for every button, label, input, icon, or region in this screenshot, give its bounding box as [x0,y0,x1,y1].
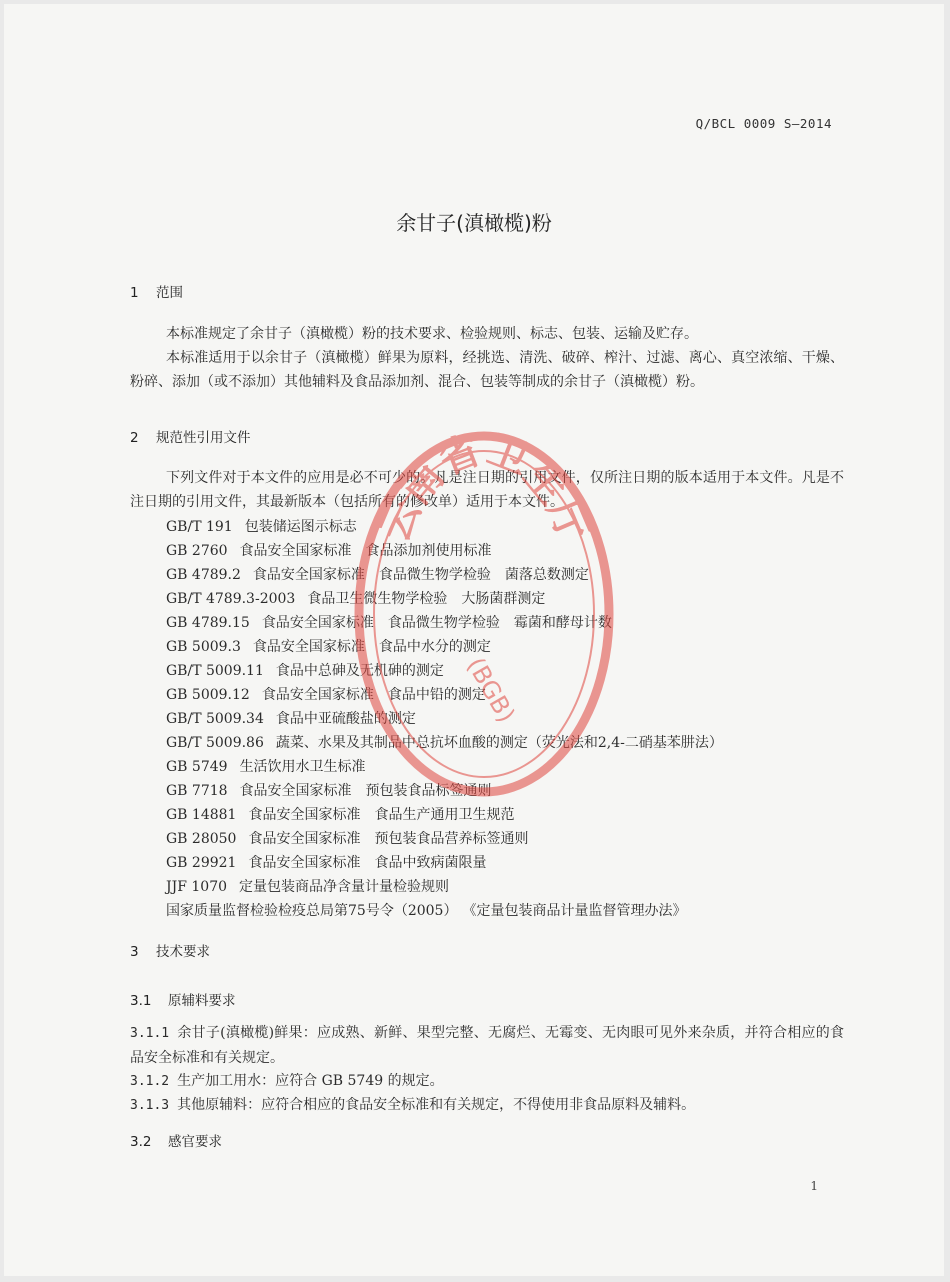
subsection-number: 3.2 [130,1134,152,1150]
reference-code: GB/T 5009.34 [166,711,264,727]
reference-title: 食品安全国家标准 食品中水分的测定 [252,639,491,655]
section-title: 技术要求 [156,944,210,960]
reference-item [166,779,723,803]
subsection-title: 感官要求 [168,1134,222,1150]
section-title: 范围 [156,285,183,301]
reference-title: 食品安全国家标准 预包装食品标签通则 [239,783,492,799]
section-heading-technical-requirements [130,940,210,960]
reference-item [166,683,723,707]
reference-code: JJF 1070 [166,879,228,895]
reference-title: 食品安全国家标准 食品中铅的测定 [261,687,486,703]
reference-item [166,803,723,827]
reference-item [166,515,723,539]
reference-title: 《定量包装商品计量监督管理办法》 [469,903,687,919]
scope-paragraph-2: 本标准适用于以余甘子（滇橄榄）鲜果为原料，经挑选、清洗、破碎、榨汁、过滤、离心、真空浓缩、干燥、粉碎、添加（或不添加）其他辅料及食品添加剂、混合、包装等制成的余甘子（滇橄榄）粉。 [130,350,844,390]
clause-text: 生产加工用水：应符合 GB 5749 的规定。 [177,1073,444,1089]
reference-code: GB/T 5009.86 [166,735,264,751]
reference-code: GB/T 5009.11 [166,663,264,679]
reference-title: 食品安全国家标准 食品微生物学检验 霉菌和酵母计数 [261,615,612,631]
section-title: 规范性引用文件 [156,430,251,446]
reference-item [166,539,723,563]
reference-title: 食品安全国家标准 食品中致病菌限量 [248,855,487,871]
section-number: 2 [130,430,139,446]
reference-code: GB 29921 [166,855,237,871]
reference-code: GB 7718 [166,783,228,799]
reference-code: GB/T 191 [166,519,233,535]
section-number: 3 [130,944,139,960]
reference-code: GB 5749 [166,759,228,775]
reference-title: 定量包装商品净含量计量检验规则 [239,879,450,895]
reference-title: 生活饮用水卫生标准 [239,759,366,775]
reference-title: 食品安全国家标准 食品添加剂使用标准 [239,543,492,559]
reference-item [166,875,723,899]
reference-code: GB 4789.15 [166,615,250,631]
section-heading-references [130,426,251,446]
reference-title: 食品安全国家标准 食品微生物学检验 菌落总数测定 [252,567,589,583]
clause-number: 3.1.2 [130,1074,170,1089]
scope-paragraph-1: 本标准规定了余甘子（滇橄榄）粉的技术要求、检验规则、标志、包装、运输及贮存。 [166,326,698,342]
seal-text: 云南省卫生厅 [371,426,597,549]
reference-code: GB 28050 [166,831,237,847]
reference-item [166,635,723,659]
reference-item [166,659,723,683]
reference-item [166,851,723,875]
reference-title: 食品安全国家标准 预包装食品营养标签通则 [248,831,529,847]
seal-center-text: (BGB) [461,652,521,728]
section-heading-scope [130,281,183,301]
reference-title: 食品中亚硫酸盐的测定 [275,711,416,727]
reference-list [166,515,723,923]
reference-code: GB 14881 [166,807,237,823]
clause-number: 3.1.3 [130,1098,170,1113]
reference-code: GB/T 4789.3-2003 [166,591,296,607]
reference-item [166,707,723,731]
reference-title: 食品安全国家标准 食品生产通用卫生规范 [248,807,515,823]
clause-text: 余甘子(滇橄榄)鲜果：应成熟、新鲜、果型完整、无腐烂、无霉变、无肉眼可见外来杂质，并符合相应的食品安全标准和有关规定。 [130,1025,844,1066]
reference-code: GB 4789.2 [166,567,241,583]
reference-code: GB 5009.12 [166,687,250,703]
reference-title: 食品中总砷及无机砷的测定 [275,663,444,679]
reference-code: GB 5009.3 [166,639,241,655]
reference-code: GB 2760 [166,543,228,559]
reference-title: 包装储运图示标志 [244,519,357,535]
subsection-number: 3.1 [130,993,152,1009]
document-page [4,4,944,1276]
reference-item [166,755,723,779]
document-title: 余甘子(滇橄榄)粉 [396,211,552,235]
reference-title: 蔬菜、水果及其制品中总抗坏血酸的测定（荧光法和2,4-二硝基苯肼法） [275,735,723,751]
clause-number: 3.1.1 [130,1026,170,1041]
clause-text: 其他原辅料：应符合相应的食品安全标准和有关规定，不得使用非食品原料及辅料。 [177,1097,696,1113]
section-number: 1 [130,285,139,301]
subsection-heading-sensory [130,1130,222,1150]
references-intro: 下列文件对于本文件的应用是必不可少的。凡是注日期的引用文件，仅所注日期的版本适用于本文件。凡是不注日期的引用文件，其最新版本（包括所有的修改单）适用于本文件。 [130,470,844,510]
subsection-title: 原辅料要求 [168,993,236,1009]
reference-item [166,731,723,755]
reference-item [166,611,723,635]
reference-title: 食品卫生微生物学检验 大肠菌群测定 [307,591,546,607]
clause-3-1-1 [130,1021,844,1070]
reference-item [166,827,723,851]
page-number: 1 [810,1179,818,1193]
subsection-heading-raw-materials [130,989,236,1009]
reference-code: 国家质量监督检验检疫总局第75号令（2005） [166,903,458,919]
reference-item [166,563,723,587]
reference-item [166,587,723,611]
clause-3-1-3 [130,1093,844,1118]
clause-3-1-2 [130,1069,844,1094]
document-code: Q/BCL 0009 S—2014 [695,116,832,131]
reference-item [166,899,723,923]
